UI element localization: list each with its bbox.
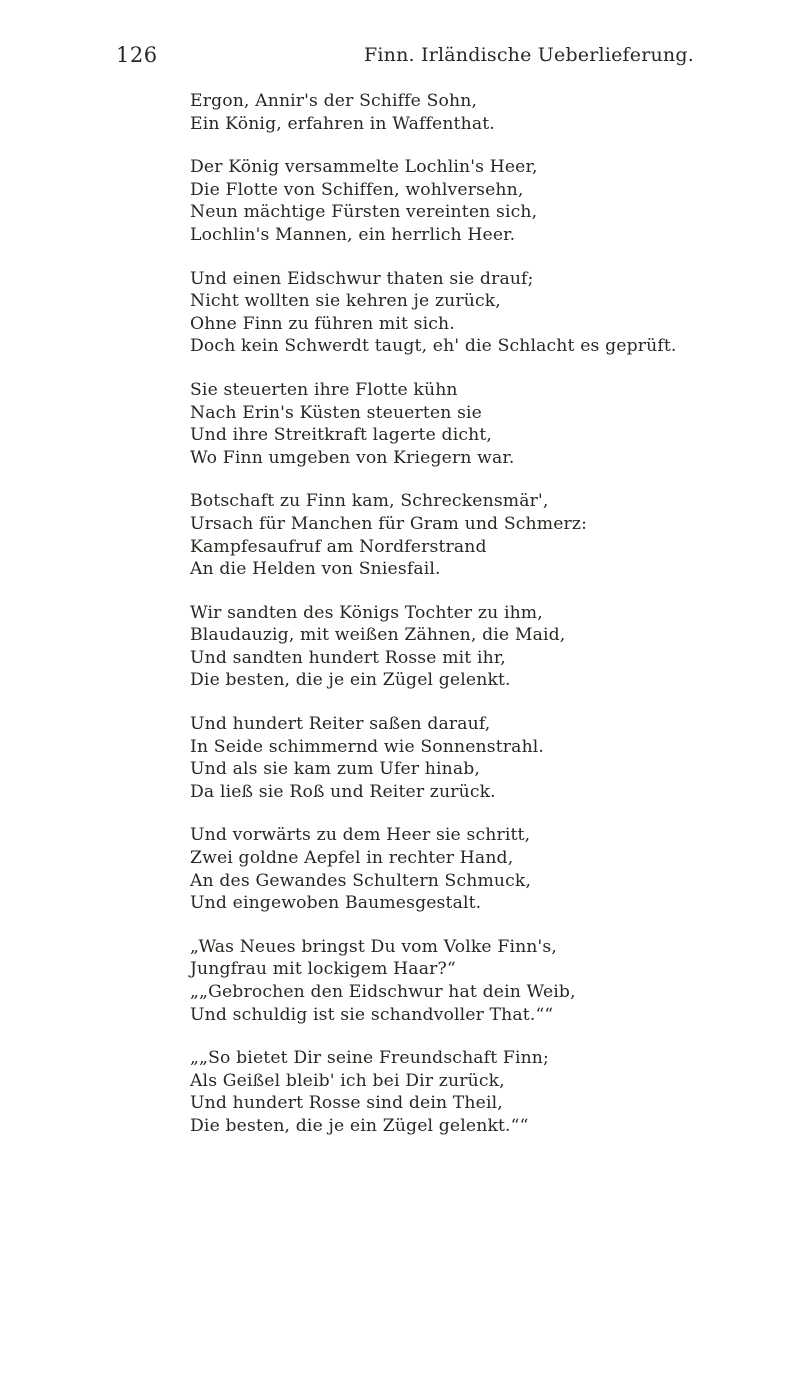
stanza	[190, 268, 790, 358]
verse-line: Ein König, erfahren in Waffenthat.	[190, 113, 495, 134]
verse-line: Und hundert Reiter saßen darauf,	[190, 714, 491, 735]
verse-line: Nicht wollten sie kehren je zurück,	[190, 291, 501, 312]
stanza	[190, 90, 790, 135]
verse-line: Ergon, Annir's der Schiffe Sohn,	[190, 91, 478, 111]
stanza	[190, 824, 790, 914]
verse-line: Zwei goldne Aepfel in rechter Hand,	[190, 848, 514, 869]
verse-line: Wir sandten des Königs Tochter zu ihm,	[190, 602, 543, 623]
stanza	[190, 936, 790, 1026]
verse-line: Jungfrau mit lockigem Haar?“	[190, 959, 456, 980]
verse-line: Und sandten hundert Rosse mit ihr,	[190, 647, 506, 668]
running-head: Finn. Irländische Ueberlieferung.	[364, 44, 694, 66]
verse-line: Als Geißel bleib' ich bei Dir zurück,	[190, 1070, 505, 1091]
verse-line: „Was Neues bringst Du vom Volke Finn's,	[190, 936, 557, 957]
verse-line: Wo Finn umgeben von Kriegern war.	[190, 447, 515, 468]
verse-line: Die besten, die je ein Zügel gelenkt.““	[190, 1115, 529, 1136]
verse-line: In Seide schimmernd wie Sonnenstrahl.	[190, 736, 545, 757]
verse-line: Sie steuerten ihre Flotte kühn	[190, 379, 458, 400]
verse-line: „„Gebrochen den Eidschwur hat dein Weib,	[190, 982, 576, 1002]
verse-line: Der König versammelte Lochlin's Heer,	[190, 157, 538, 178]
verse-line: Und als sie kam zum Ufer hinab,	[190, 759, 481, 780]
stanza	[190, 602, 790, 692]
verse-line: Blaudauzig, mit weißen Zähnen, die Maid,	[190, 625, 566, 646]
verse-line: Und vorwärts zu dem Heer sie schritt,	[190, 825, 531, 846]
verse-line: Die besten, die je ein Zügel gelenkt.	[190, 670, 511, 691]
page-header	[0, 0, 801, 70]
verse-line: Und schuldig ist sie schandvoller That.““	[190, 1004, 554, 1025]
page-number: 126	[116, 43, 158, 67]
verse-line: Lochlin's Mannen, ein herrlich Heer.	[190, 224, 516, 245]
verse-line: Ohne Finn zu führen mit sich.	[190, 313, 455, 334]
verse-line: Kampfesaufruf am Nordferstrand	[190, 536, 487, 557]
verse-line: Nach Erin's Küsten steuerten sie	[190, 402, 483, 423]
verse-line: „„So bietet Dir seine Freundschaft Finn;	[190, 1048, 549, 1069]
verse-line: Doch kein Schwerdt taugt, eh' die Schlacht es geprüft.	[190, 336, 677, 357]
stanza	[190, 379, 790, 469]
stanza	[190, 156, 790, 246]
verse-line: Neun mächtige Fürsten vereinten sich,	[190, 202, 538, 223]
stanza	[190, 713, 790, 803]
verse-line: An des Gewandes Schultern Schmuck,	[190, 870, 532, 891]
verse-line: An die Helden von Sniesfail.	[190, 559, 441, 580]
verse-line: Und einen Eidschwur thaten sie drauf;	[190, 268, 534, 289]
verse-line: Botschaft zu Finn kam, Schreckensmär',	[190, 491, 549, 512]
verse-line: Die Flotte von Schiffen, wohlversehn,	[190, 179, 524, 200]
stanza	[190, 1047, 790, 1137]
verse-line: Und hundert Rosse sind dein Theil,	[190, 1093, 503, 1114]
poem-body	[190, 90, 790, 1159]
verse-line: Ursach für Manchen für Gram und Schmerz:	[190, 513, 588, 534]
verse-line: Und eingewoben Baumesgestalt.	[190, 893, 482, 914]
verse-line: Und ihre Streitkraft lagerte dicht,	[190, 425, 493, 446]
verse-line: Da ließ sie Roß und Reiter zurück.	[190, 781, 496, 802]
stanza	[190, 490, 790, 580]
